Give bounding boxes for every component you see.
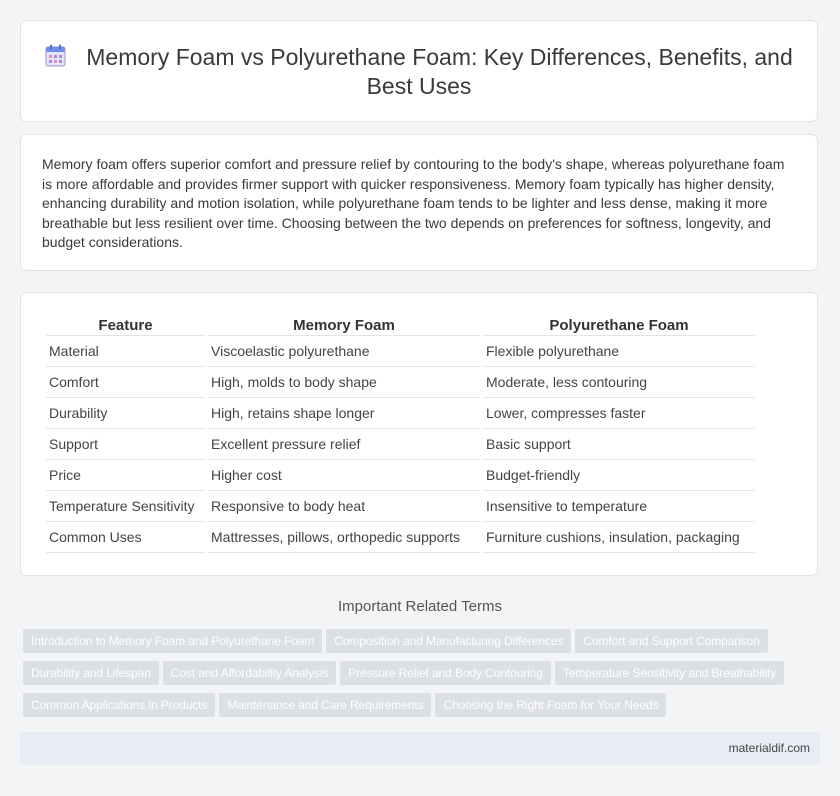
comparison-table [43,315,758,553]
table-row [46,429,755,460]
table-cell: Flexible polyurethane [483,336,755,367]
related-term-tag[interactable]: Maintenance and Care Requirements [219,693,431,717]
page-title: Memory Foam vs Polyurethane Foam: Key Differences, Benefits, and Best Uses [86,44,793,99]
table-cell: Material [46,336,205,367]
table-cell: High, molds to body shape [208,367,480,398]
table-row [46,398,755,429]
table-cell: Higher cost [208,460,480,491]
summary-text: Memory foam offers superior comfort and pressure relief by contouring to the body's shape, whereas polyurethane foam is more affordable and provides firmer support with quicker responsiveness. Memory foam typically has higher density, enhancing durability and motion isolation, while polyurethane foam tends to be lighter and less dense, making it more breathable but less resilient over time. Choosing between the two depends on preferences for softness, longevity, and budget considerations. [42,156,785,251]
table-cell: Viscoelastic polyurethane [208,336,480,367]
table-cell: Mattresses, pillows, orthopedic supports [208,522,480,553]
related-terms-list [23,629,823,725]
related-term-tag[interactable]: Durability and Lifespan [23,661,159,685]
table-row [46,460,755,491]
comparison-table-card [20,292,818,576]
page-title-row [21,43,817,101]
table-cell: Responsive to body heat [208,491,480,522]
column-header-polyurethane-foam: Polyurethane Foam [483,315,755,336]
related-term-tag[interactable]: Introduction to Memory Foam and Polyurethane Foam [23,629,322,653]
column-header-feature: Feature [46,315,205,336]
table-cell: Comfort [46,367,205,398]
related-terms-heading: Important Related Terms [338,598,502,615]
related-term-tag[interactable]: Pressure Relief and Body Contouring [340,661,551,685]
table-cell: Support [46,429,205,460]
title-card [20,20,818,122]
table-cell: Insensitive to temperature [483,491,755,522]
table-row [46,336,755,367]
table-cell: Moderate, less contouring [483,367,755,398]
table-cell: Durability [46,398,205,429]
summary-card [20,134,818,271]
calendar-icon [45,44,66,68]
table-cell: Furniture cushions, insulation, packaging [483,522,755,553]
related-term-tag[interactable]: Cost and Affordability Analysis [163,661,336,685]
table-cell: Basic support [483,429,755,460]
related-term-tag[interactable]: Temperature Sensitivity and Breathability [555,661,784,685]
table-cell: Common Uses [46,522,205,553]
table-cell: Budget-friendly [483,460,755,491]
related-term-tag[interactable]: Choosing the Right Foam for Your Needs [435,693,666,717]
column-header-memory-foam: Memory Foam [208,315,480,336]
table-header-row [46,315,755,336]
table-row [46,491,755,522]
table-row [46,522,755,553]
related-term-tag[interactable]: Common Applications in Products [23,693,215,717]
table-cell: Temperature Sensitivity [46,491,205,522]
table-cell: Price [46,460,205,491]
footer-bar [20,732,820,765]
table-cell: High, retains shape longer [208,398,480,429]
table-row [46,367,755,398]
footer-site-link[interactable]: materialdif.com [728,741,810,755]
related-term-tag[interactable]: Comfort and Support Comparison [575,629,767,653]
table-cell: Excellent pressure relief [208,429,480,460]
related-term-tag[interactable]: Composition and Manufacturing Differences [326,629,571,653]
table-cell: Lower, compresses faster [483,398,755,429]
